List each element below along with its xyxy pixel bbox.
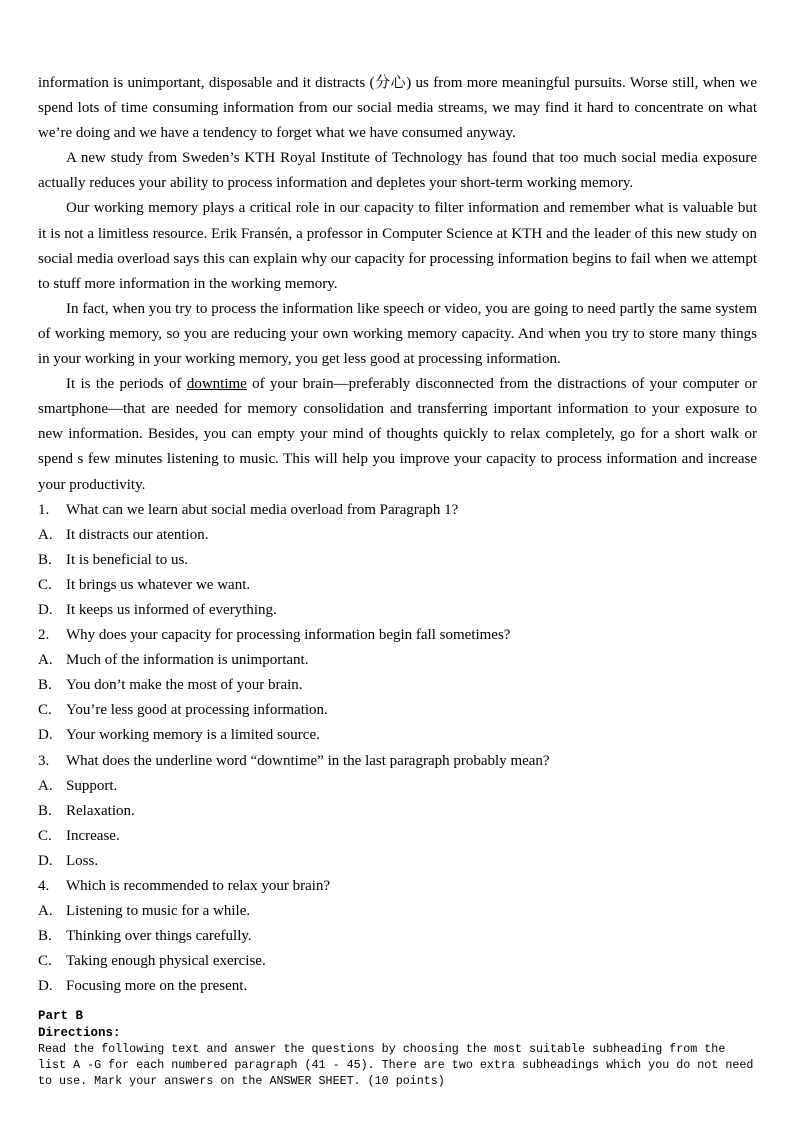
option-a-label: A. <box>38 652 53 669</box>
part-b-title: Part B <box>38 1009 84 1024</box>
option-b-label: B. <box>38 551 52 568</box>
option-d-label: D. <box>38 852 53 869</box>
question-2-option-c <box>38 698 757 723</box>
option-a-text: Much of the information is unimportant. <box>66 652 309 669</box>
option-d-label: D. <box>38 601 53 618</box>
option-c-label: C. <box>38 827 52 844</box>
part-b-directions-line-3: to use. Mark your answers on the ANSWER SHEET. (10 points) <box>38 1074 445 1089</box>
page-content <box>38 71 757 1089</box>
question-3-number: 3. <box>38 752 50 769</box>
paragraph-5-text-before: It is the periods of <box>66 376 187 393</box>
part-b-directions-line-2: list A -G for each numbered paragraph (41 - 45). There are two extra subheadings which you do not need <box>38 1058 754 1073</box>
question-1 <box>38 498 757 623</box>
question-3-option-a <box>38 774 757 799</box>
question-4 <box>38 874 757 999</box>
question-3 <box>38 749 757 874</box>
passage-paragraph-5 <box>38 372 757 497</box>
option-c-label: C. <box>38 576 52 593</box>
option-a-text: Listening to music for a while. <box>66 903 251 920</box>
question-1-stem <box>38 498 757 523</box>
question-2-number: 2. <box>38 627 50 644</box>
question-2-text: Why does your capacity for processing information begin fall sometimes? <box>66 627 511 644</box>
question-3-option-d <box>38 849 757 874</box>
option-a-text: Support. <box>66 777 118 794</box>
part-b-directions-line-1: Read the following text and answer the questions by choosing the most suitable subheading from the <box>38 1041 726 1056</box>
underlined-word-downtime: downtime <box>186 376 247 393</box>
question-2-stem <box>38 623 757 648</box>
question-4-option-b <box>38 924 757 949</box>
question-1-option-d <box>38 598 757 623</box>
option-b-label: B. <box>38 802 52 819</box>
option-b-text: You don’t make the most of your brain. <box>66 677 303 694</box>
option-d-text: Loss. <box>66 852 99 869</box>
option-c-text: Increase. <box>66 827 120 844</box>
option-a-label: A. <box>38 903 53 920</box>
question-4-number: 4. <box>38 878 50 894</box>
option-b-label: B. <box>38 677 52 694</box>
question-4-option-c <box>38 949 757 974</box>
question-1-option-b <box>38 548 757 573</box>
option-b-label: B. <box>38 928 52 945</box>
question-3-stem <box>38 749 757 774</box>
option-b-text: Thinking over things carefully. <box>66 928 252 945</box>
passage-paragraph-2: A new study from Sweden’s KTH Royal Institute of Technology has found that too much social media exposure actually reduces your ability to process information and depletes your short-term working memory. <box>38 150 757 192</box>
question-2-option-b <box>38 673 757 698</box>
question-3-option-c <box>38 824 757 849</box>
question-4-stem <box>38 874 757 899</box>
option-a-label: A. <box>38 526 53 543</box>
question-1-number: 1. <box>38 501 50 518</box>
question-1-text: What can we learn abut social media overload from Paragraph 1? <box>66 501 459 518</box>
option-a-label: A. <box>38 777 53 794</box>
part-b-section <box>38 1008 757 1089</box>
question-1-option-a <box>38 523 757 548</box>
option-c-label: C. <box>38 953 52 970</box>
question-4-option-d <box>38 974 757 999</box>
option-c-text: It brings us whatever we want. <box>66 576 251 593</box>
paragraph-5-text-after: of your brain—preferably disconnected from the distractions of your computer or smartphone—that are needed for memory consolidation and transferring important information to your exposure to new information. Besides, you can empty your mind of thoughts quickly to relax completely, go for a short walk or spend s few minutes listening to music. This will help you improve your capacity to process information and increase your productivity. <box>38 376 757 493</box>
option-d-text: Your working memory is a limited source. <box>66 727 320 744</box>
question-1-option-c <box>38 573 757 598</box>
passage-paragraph-4: In fact, when you try to process the information like speech or video, you are going to need partly the same system of working memory, so you are reducing your own working memory capacity. And when you try to store many things in your working in your working memory, you get less good at processing information. <box>38 300 757 368</box>
passage-paragraph-3: Our working memory plays a critical role in our capacity to filter information and remember what is valuable but it is not a limitless resource. Erik Fransén, a professor in Computer Science at KTH and the leader of this new study on social media overload says this can explain why our capacity for processing information begins to fail when we attempt to stuff more information in the working memory. <box>38 200 757 292</box>
option-b-text: It is beneficial to us. <box>66 551 189 568</box>
question-4-option-a <box>38 899 757 924</box>
question-2-option-d <box>38 723 757 748</box>
question-2-option-a <box>38 648 757 673</box>
option-d-text: It keeps us informed of everything. <box>66 601 277 618</box>
question-3-text: What does the underline word “downtime” in the last paragraph probably mean? <box>66 752 550 769</box>
option-c-label: C. <box>38 702 52 719</box>
option-a-text: It distracts our atention. <box>66 526 209 543</box>
option-c-text: You’re less good at processing information. <box>66 702 328 719</box>
option-d-text: Focusing more on the present. <box>66 978 248 995</box>
option-b-text: Relaxation. <box>66 802 135 819</box>
question-2 <box>38 623 757 748</box>
option-d-label: D. <box>38 727 53 744</box>
passage-paragraph-1: information is unimportant, disposable and it distracts (分心) us from more meaningful pursuits. Worse still, when we spend lots of time consuming information from our social media streams, we may find it hard to concentrate on what we’re doing and we have a tendency to forget what we have consumed anyway. <box>38 75 757 142</box>
part-b-directions-label: Directions: <box>38 1025 121 1040</box>
option-c-text: Taking enough physical exercise. <box>66 953 266 970</box>
question-4-text: Which is recommended to relax your brain? <box>66 878 331 894</box>
option-d-label: D. <box>38 978 53 995</box>
question-3-option-b <box>38 799 757 824</box>
